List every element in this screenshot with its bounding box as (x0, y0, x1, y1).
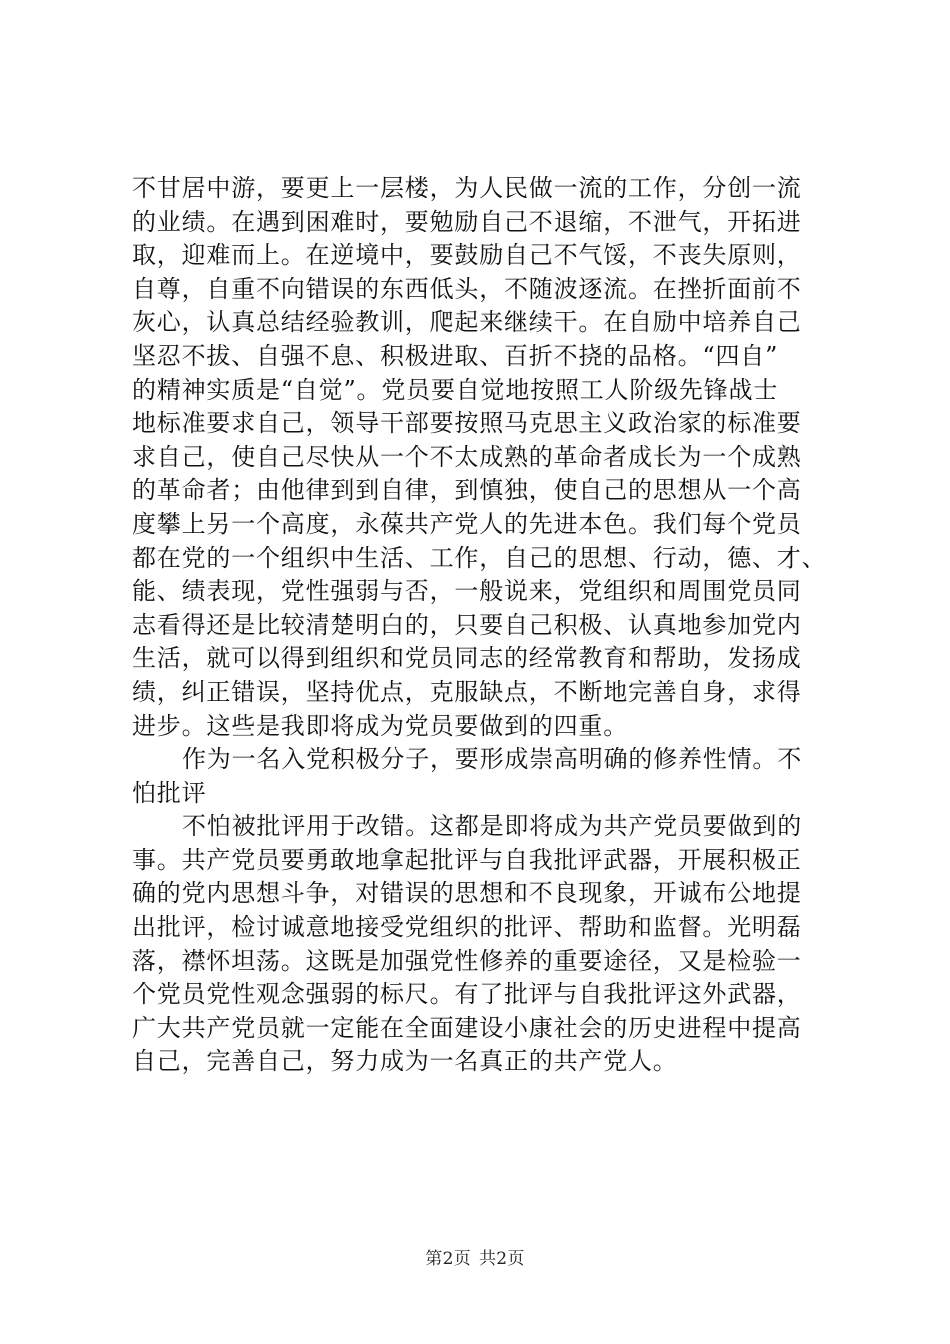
text-line: 自己，完善自己，努力成为一名真正的共产党人。 (132, 1047, 678, 1076)
text-line: 取，迎难而上。在逆境中，要鼓励自己不气馁，不丧失原则， (132, 241, 802, 270)
text-line: 求自己，使自己尽快从一个不太成熟的革命者成长为一个成熟 (132, 442, 802, 471)
text-line: 广大共产党员就一定能在全面建设小康社会的历史进程中提高 (132, 1013, 802, 1042)
paragraph-first-line: 不怕被批评用于改错。这都是即将成为共产党员要做到的 (182, 812, 802, 841)
page-footer (0, 1244, 950, 1269)
text-line: 自尊，自重不向错误的东西低头，不随波逐流。在挫折面前不 (132, 274, 802, 303)
text-line: 都在党的一个组织中生活、工作，自己的思想、行动，德、才、 (132, 543, 827, 572)
text-line: 不甘居中游，要更上一层楼，为人民做一流的工作，分创一流 (132, 174, 802, 202)
text-line: 地标准要求自己，领导干部要按照马克思主义政治家的标准要 (132, 409, 802, 438)
text-line: 出批评，检讨诚意地接受党组织的批评、帮助和监督。光明磊 (132, 913, 802, 942)
document-body (132, 172, 832, 1079)
paragraph-first-line: 作为一名入党积极分子，要形成崇高明确的修养性情。不 (182, 745, 802, 774)
text-line: 的精神实质是“自觉”。党员要自觉地按照工人阶级先锋战士 (132, 375, 779, 404)
text-line: 的业绩。在遇到困难时，要勉励自己不退缩，不泄气，开拓进 (132, 207, 802, 236)
text-line: 灰心，认真总结经验教训，爬起来继续干。在自励中培养自己 (132, 308, 802, 337)
text-line: 能、绩表现，党性强弱与否，一般说来，党组织和周围党员同 (132, 577, 802, 606)
text-line: 确的党内思想斗争，对错误的思想和不良现象，开诚布公地提 (132, 879, 802, 908)
text-line: 志看得还是比较清楚明白的，只要自己积极、认真地参加党内 (132, 610, 802, 639)
text-line: 的革命者；由他律到到自律，到慎独，使自己的思想从一个高 (132, 476, 802, 505)
text-line: 生活，就可以得到组织和党员同志的经常教育和帮助，发扬成 (132, 644, 802, 673)
text-line: 坚忍不拔、自强不息、积极进取、百折不挠的品格。“四自” (132, 341, 779, 370)
text-line: 个党员党性观念强弱的标尺。有了批评与自我批评这外武器， (132, 980, 802, 1009)
text-line: 度攀上另一个高度，永葆共产党人的先进本色。我们每个党员 (132, 509, 802, 538)
page-total: 共2页 (479, 1249, 525, 1269)
page-number: 第2页 (425, 1249, 471, 1269)
text-line: 进步。这些是我即将成为党员要做到的四重。 (132, 711, 628, 740)
text-line: 事。共产党员要勇敢地拿起批评与自我批评武器，开展积极正 (132, 845, 802, 874)
text-line: 绩，纠正错误，坚持优点，克服缺点，不断地完善自身，求得 (132, 677, 802, 706)
text-line: 怕批评 (132, 778, 207, 807)
text-line: 落，襟怀坦荡。这既是加强党性修养的重要途径，又是检验一 (132, 946, 802, 975)
